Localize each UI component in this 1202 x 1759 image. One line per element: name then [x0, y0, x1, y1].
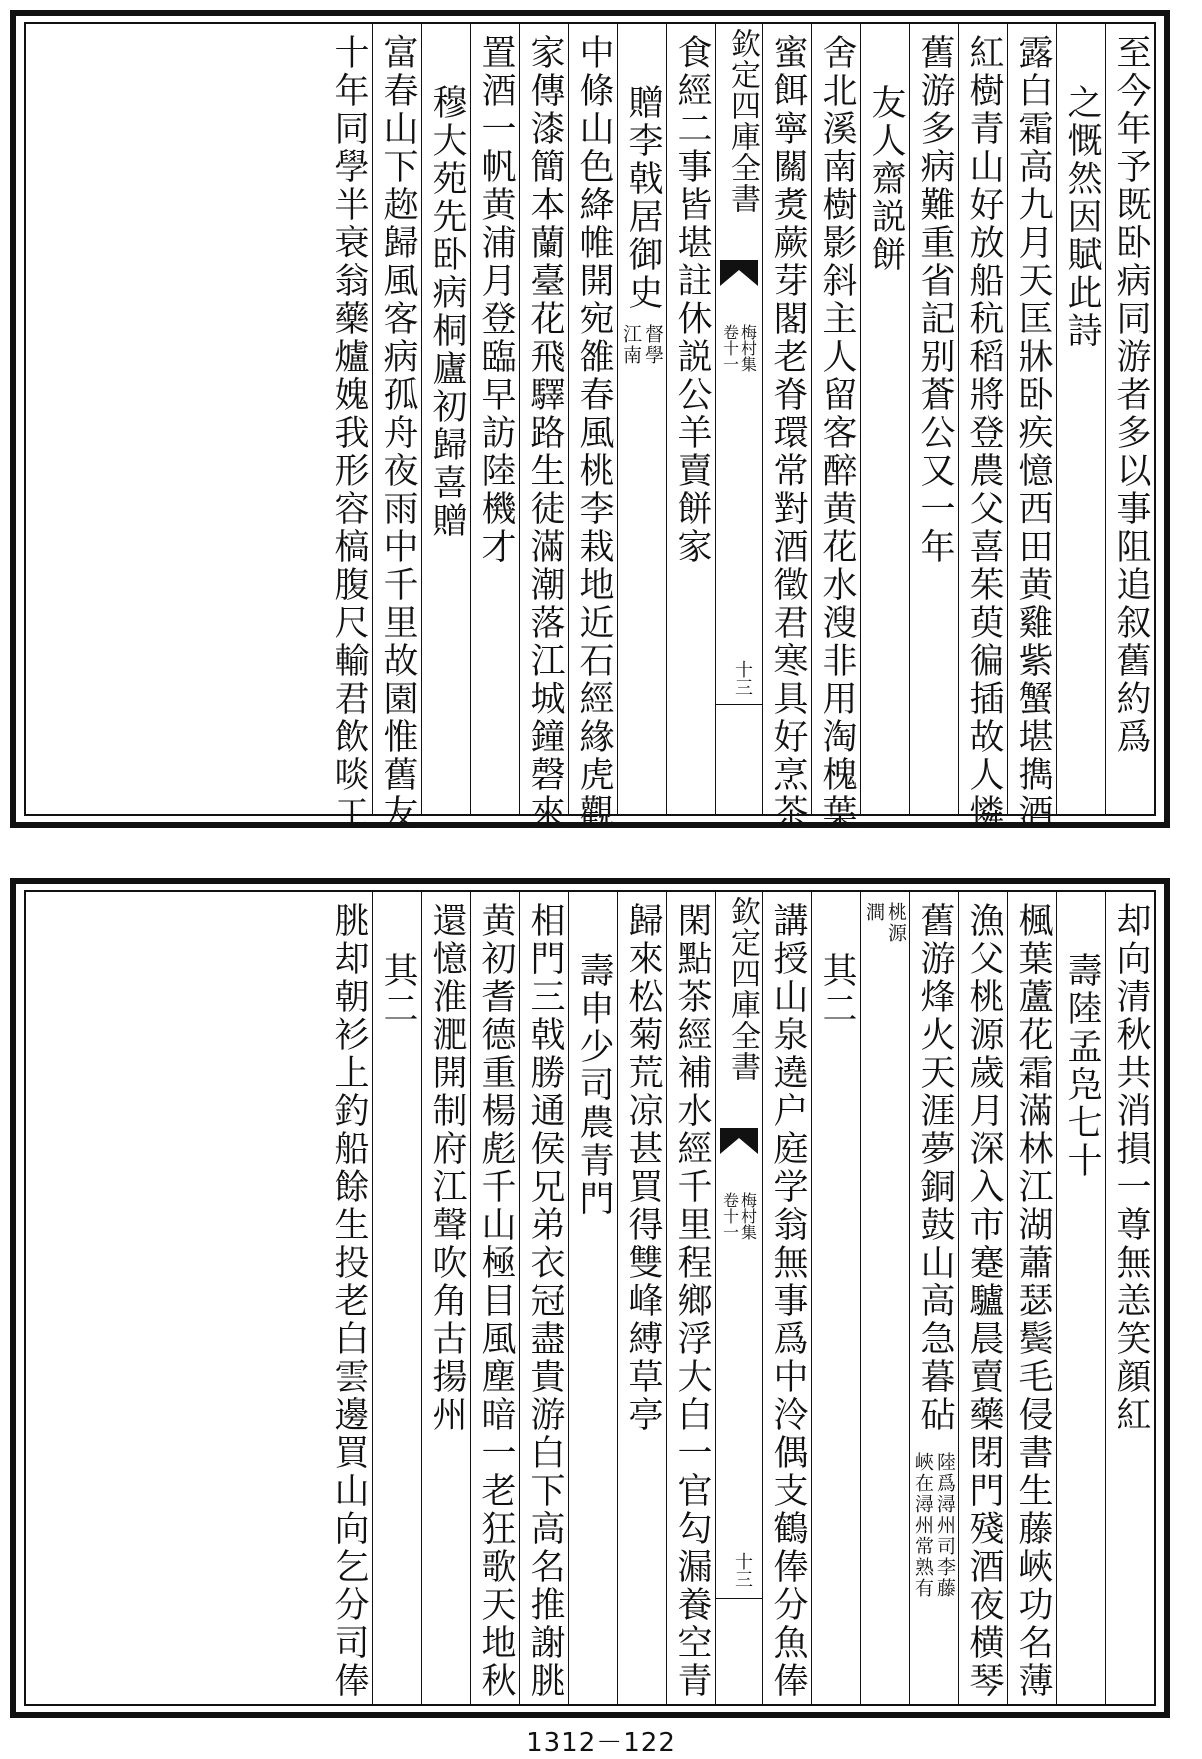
- book-title: 欽定四庫全書: [725, 896, 760, 1082]
- column: [958, 892, 1007, 1704]
- column: [519, 24, 568, 832]
- column: [372, 24, 421, 832]
- upper-page-columns: [24, 22, 1156, 832]
- column: [568, 24, 617, 832]
- column: [470, 892, 519, 1704]
- column: [811, 24, 860, 832]
- text-line: 講授山泉遶户庭学翁無事爲中泠偶支鶴俸分魚俸: [768, 902, 808, 1700]
- divider: [716, 1598, 762, 1599]
- poem-title: 穆大苑先卧病桐廬初歸喜贈: [427, 84, 467, 540]
- text-line: 置酒一帆黄浦月登臨早訪陸機才: [476, 34, 516, 566]
- column: [372, 892, 421, 1704]
- column: [958, 24, 1007, 832]
- text-line: 紅樹青山好放船秔稻將登農父喜茱萸徧插故人憐: [964, 34, 1004, 832]
- fishtail-mark-icon: [720, 1128, 758, 1154]
- lower-page-columns: [24, 890, 1156, 1706]
- text-line: 閑點茶經補水經千里程鄉浮大白一官勾漏養空青: [672, 902, 712, 1700]
- folio-number: 十三: [732, 660, 753, 696]
- text-line: 楓葉蘆花霜滿林江湖蕭瑟鬓毛侵書生藤峽功名薄: [1013, 902, 1053, 1700]
- column: [666, 24, 715, 814]
- column: [1105, 892, 1154, 1704]
- poem-title: 壽陸孟凫七十: [1062, 952, 1102, 1180]
- folio-number: 十三: [732, 1552, 753, 1588]
- text-line: 舊游烽火天涯夢銅鼓山高急暮砧: [915, 902, 955, 1434]
- text-line: 食經二事皆堪註休説公羊賣餅家: [672, 34, 712, 566]
- column: [421, 24, 470, 814]
- text-line: 蜜餌寧關煑蕨芽閣老脊環常對酒徵君寒具好烹茶: [768, 34, 808, 832]
- column: [323, 24, 372, 832]
- text-line: 富春山下趂歸風客病孤舟夜雨中千里故園惟舊友: [378, 34, 418, 832]
- poem-title: 其二: [817, 952, 857, 1028]
- column: [860, 24, 909, 814]
- volume-label: 梅村集 卷十一: [720, 1192, 758, 1240]
- text-line: 家傳漆簡本蘭臺花飛驛路生徒滿潮落江城鐘磬來: [525, 34, 565, 832]
- annotation: 桃源 澗: [863, 902, 907, 944]
- text-line: 舍北溪南樹影斜主人留客醉黄花水溲非用淘槐葉: [817, 34, 857, 832]
- upper-page: [10, 10, 1170, 832]
- text-line: 之慨然因賦此詩: [1062, 84, 1102, 350]
- page-number: 1312－122: [526, 1728, 676, 1758]
- column: [617, 24, 666, 814]
- text-line: 中條山色絳帷開宛雒春風桃李栽地近石經緣虎觀: [574, 34, 614, 832]
- column: [568, 892, 617, 1704]
- column: [1105, 24, 1154, 814]
- text-line: 還憶淮淝開制府江聲吹角古揚州: [427, 902, 467, 1434]
- column: [1056, 892, 1105, 1704]
- text-line: 朓却朝衫上釣船餘生投老白雲邊買山向乞分司俸: [329, 902, 369, 1700]
- text-line: 至今年予既卧病同游者多以事阻追叙舊約爲: [1111, 34, 1151, 756]
- divider: [716, 704, 762, 705]
- column: [1056, 24, 1105, 814]
- column: [860, 892, 909, 1704]
- fishtail-mark-icon: [720, 260, 758, 286]
- book-title: 欽定四庫全書: [725, 28, 760, 214]
- column: [909, 892, 958, 1704]
- text-line: 舊游多病難重省記别蒼公又一年: [915, 34, 955, 566]
- annotation: 督學 江南: [620, 324, 664, 366]
- volume-label: 梅村集 卷十一: [720, 324, 758, 372]
- column: [1007, 24, 1056, 832]
- column: [811, 892, 860, 1704]
- column: [470, 24, 519, 814]
- column: [909, 24, 958, 814]
- column: [666, 892, 715, 1704]
- center-fold-column: [715, 892, 762, 1704]
- column: [421, 892, 470, 1704]
- column: [323, 892, 372, 1704]
- column: [617, 892, 666, 1704]
- text-line: 却向清秋共消損一尊無恙笑顔紅: [1111, 902, 1151, 1434]
- column: [762, 892, 811, 1704]
- column: [762, 24, 811, 832]
- text-line: 十年同學半衰翁藥爐媿我形容槁腹尺輸君飲啖工: [329, 34, 369, 832]
- text-line: 露白霜高九月天匡牀卧疾憶西田黄雞紫蟹堪擕酒: [1013, 34, 1053, 832]
- text-line: 黄初耆德重楊彪千山極目風塵暗一老狂歌天地秋: [476, 902, 516, 1700]
- text-line: 漁父桃源歲月深入市蹇驢晨賣藥閉門殘酒夜横琴: [964, 902, 1004, 1700]
- text-line: 相門三戟勝通侯兄弟衣冠盡貴游白下高名推謝朓: [525, 902, 565, 1700]
- annotation: 陸爲潯州司李藤 峽在潯州常熟有: [912, 1452, 956, 1599]
- column: [1007, 892, 1056, 1704]
- column: [519, 892, 568, 1704]
- text-line: 歸來松菊荒凉甚買得雙峰縛草亭: [623, 902, 663, 1434]
- poem-title: 友人齋説餅: [866, 84, 906, 274]
- poem-title: 贈李戟居御史: [623, 84, 663, 312]
- lower-page: [10, 878, 1170, 1718]
- center-fold-column: [715, 24, 762, 814]
- poem-title: 其二: [378, 952, 418, 1028]
- poem-title: 壽申少司農青門: [574, 952, 614, 1218]
